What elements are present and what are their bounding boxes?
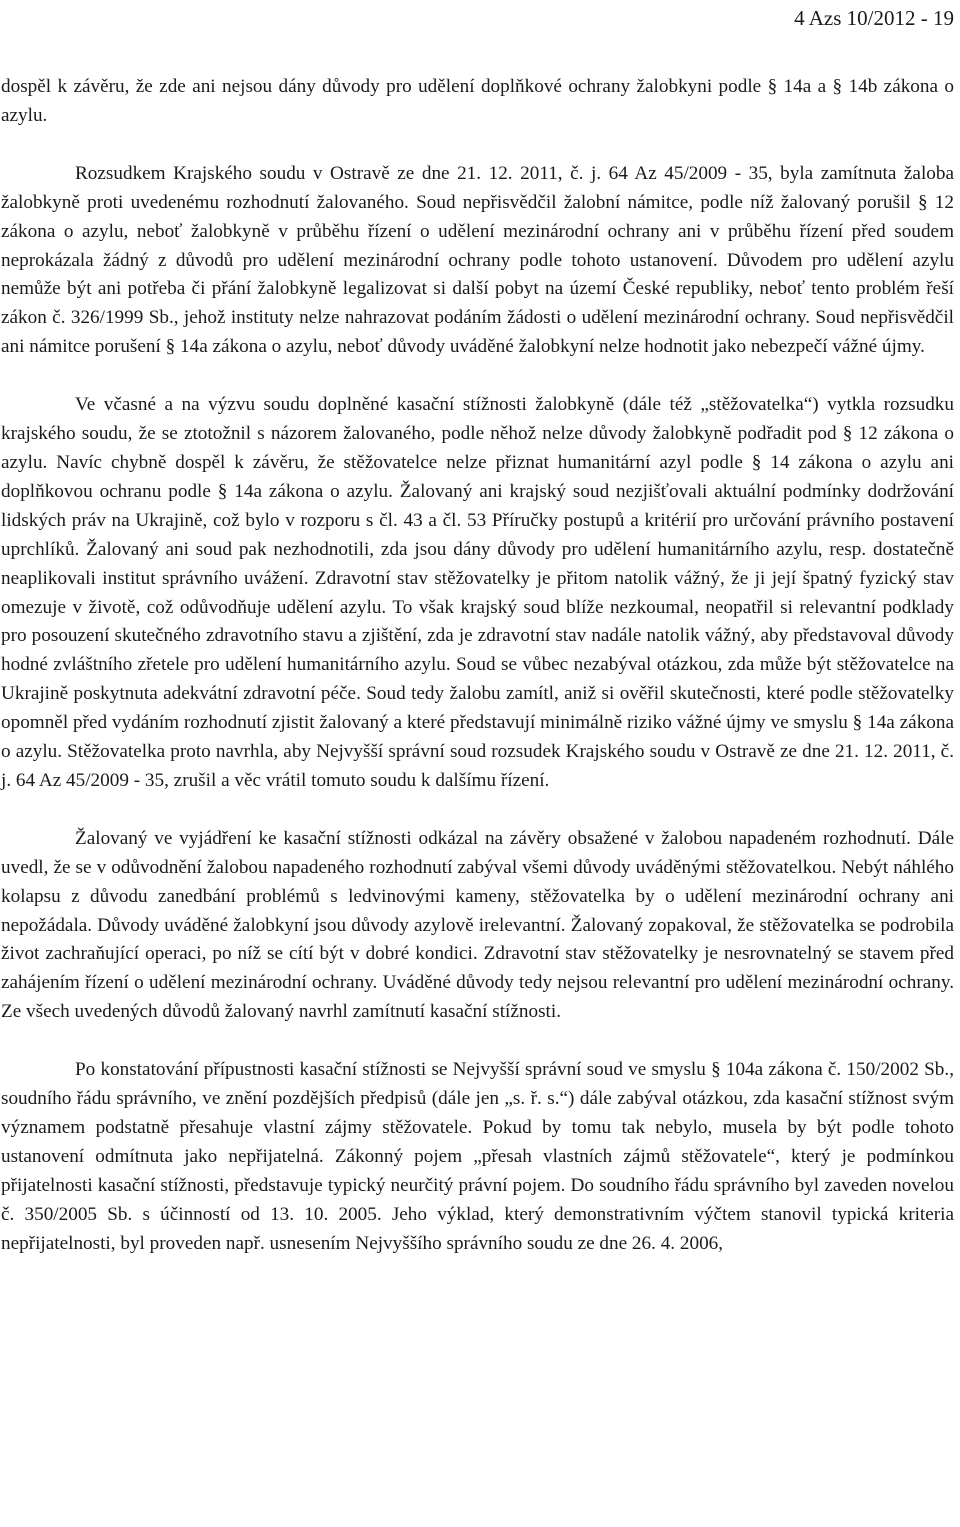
paragraph-1: dospěl k závěru, že zde ani nejsou dány důvody pro udělení doplňkové ochrany žalobkyni podle § 14a a § 14b zákona o azylu. [1, 76, 954, 126]
paragraph-4: Žalovaný ve vyjádření ke kasační stížnosti odkázal na závěry obsažené v žalobou napadeném rozhodnutí. Dále uvedl, že se v odůvodnění žalobou napadeného rozhodnutí zabýval všemi důvody uváděnými stěžovatelkou. Nebýt náhlého kolapsu z důvodu zanedbání problémů s ledvinovými kameny, stěžovatelka by o udělení mezinárodní ochrany ani nepožádala. Důvody uváděné žalobkyní jsou důvody azylově irelevantní. Žalovaný zopakoval, že stěžovatelka se podrobila život zachraňující operaci, po níž se cítí být v dobré kondici. Zdravotní stav stěžovatelky je nesrovnatelný se stavem před zahájením řízení o udělení mezinárodní ochrany. Uváděné důvody tedy nejsou relevantní pro udělení mezinárodní ochrany. Ze všech uvedených důvodů žalovaný navrhl zamítnutí kasační stížnosti. [1, 827, 954, 1023]
document-body [1, 73, 954, 1259]
paragraph-5: Po konstatování přípustnosti kasační stížnosti se Nejvyšší správní soud ve smyslu § 104a zákona č. 150/2002 Sb., soudního řádu správního, ve znění pozdějších předpisů (dále jen „s. ř. s.“) dále zabýval otázkou, zda kasační stížnost svým významem podstatně přesahuje vlastní zájmy stěžovatele. Pokud by tomu tak nebylo, musela by být podle tohoto ustanovení odmítnuta jako nepřijatelná. Zákonný pojem „přesah vlastních zájmů stěžovatele“, který je podmínkou přijatelnosti kasační stížnosti, představuje typický neurčitý právní pojem. Do soudního řádu správního byl zaveden novelou č. 350/2005 Sb. s účinností od 13. 10. 2005. Jeho výklad, který demonstrativním výčtem stanovil typická kriteria nepřijatelnosti, byl proveden např. usnesením Nejvyššího správního soudu ze dne 26. 4. 2006, [1, 1059, 954, 1254]
paragraph-2: Rozsudkem Krajského soudu v Ostravě ze dne 21. 12. 2011, č. j. 64 Az 45/2009 - 35, byla zamítnuta žaloba žalobkyně proti uvedenému rozhodnutí žalovaného. Soud nepřisvědčil žalobní námitce, podle níž žalovaný porušil § 12 zákona o azylu, neboť žalobkyně v průběhu řízení o udělení mezinárodní ochrany ani v průběhu řízení před soudem neprokázala žádný z důvodů pro udělení mezinárodní ochrany podle tohoto ustanovení. Důvodem pro udělení azylu nemůže být ani potřeba či přání žalobkyně legalizovat si další pobyt na území České republiky, neboť tento problém řeší zákon č. 326/1999 Sb., jehož instituty nelze nahrazovat podáním žádosti o udělení mezinárodní ochrany. Soud nepřisvědčil ani námitce porušení § 14a zákona o azylu, neboť důvody uváděné žalobkyní nelze hodnotit jako nebezpečí vážné újmy. [1, 162, 954, 358]
page-header-reference: 4 Azs 10/2012 - 19 [794, 6, 954, 30]
paragraph-3: Ve včasné a na výzvu soudu doplněné kasační stížnosti žalobkyně (dále též „stěžovatelka“) vytkla rozsudku krajského soudu, že se ztotožnil s názorem žalovaného, podle něhož nelze důvody žalobkyně podřadit pod § 12 zákona o azylu. Navíc chybně dospěl k závěru, že stěžovatelce nelze přiznat humanitární azyl podle § 14 zákona o azylu ani doplňkovou ochranu podle § 14a zákona o azylu. Žalovaný ani krajský soud nezjišťovali aktuální podmínky dodržování lidských práv na Ukrajině, což bylo v rozporu s čl. 43 a čl. 53 Příručky postupů a kritérií pro určování právního postavení uprchlíků. Žalovaný ani soud pak nezhodnotili, zda jsou dány důvody pro udělení humanitárního azylu, resp. dostatečně neaplikovali institut správního uvážení. Zdravotní stav stěžovatelky je přitom natolik vážný, že ji její špatný fyzický stav omezuje v životě, což odůvodňuje udělení azylu. To však krajský soud blíže nezkoumal, neopatřil si relevantní podklady pro posouzení skutečného zdravotního stavu a zjištění, zda je zdravotní stav nadále natolik vážný, aby představoval důvody hodné zvláštního zřetele pro udělení humanitárního azylu. Soud se vůbec nezabýval otázkou, zda může být stěžovatelce na Ukrajině poskytnuta adekvátní zdravotní péče. Soud tedy žalobu zamítl, aniž si ověřil skutečnosti, které podle stěžovatelky opomněl před vydáním rozhodnutí zjistit žalovaný a které představují minimálně riziko vážné újmy ve smyslu § 14a zákona o azylu. Stěžovatelka proto navrhla, aby Nejvyšší správní soud rozsudek Krajského soudu v Ostravě ze dne 21. 12. 2011, č. j. 64 Az 45/2009 - 35, zrušil a věc vrátil tomuto soudu k dalšímu řízení. [1, 394, 954, 791]
